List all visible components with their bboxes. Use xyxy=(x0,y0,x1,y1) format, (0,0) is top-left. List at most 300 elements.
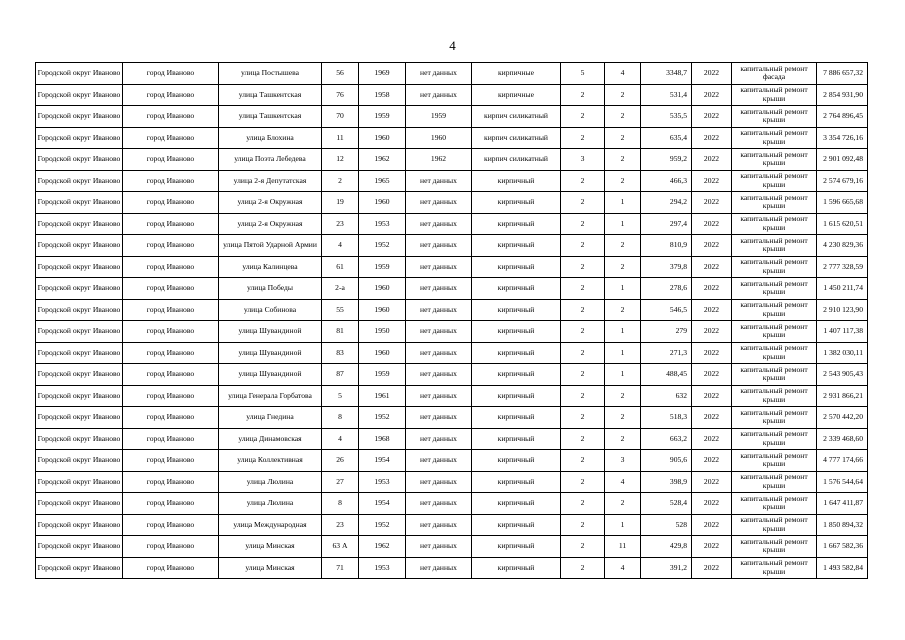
locality-cell: город Иваново xyxy=(123,342,219,364)
plan-year-cell: 2022 xyxy=(692,385,732,407)
area-cell: 3348,7 xyxy=(641,63,692,85)
municipality-cell: Городской округ Иваново xyxy=(36,557,123,579)
wall-material-cell: кирпичный xyxy=(472,192,561,214)
year-overhaul-cell: нет данных xyxy=(406,407,472,429)
municipality-cell: Городской округ Иваново xyxy=(36,170,123,192)
entrances-cell: 1 xyxy=(605,321,641,343)
municipality-cell: Городской округ Иваново xyxy=(36,235,123,257)
page-number: 4 xyxy=(449,38,456,53)
street-cell: улица Минская xyxy=(219,557,322,579)
area-cell: 398,9 xyxy=(641,471,692,493)
cost-cell: 2 570 442,20 xyxy=(817,407,868,429)
locality-cell: город Иваново xyxy=(123,256,219,278)
entrances-cell: 3 xyxy=(605,450,641,472)
cost-cell: 1 615 620,51 xyxy=(817,213,868,235)
cost-cell: 2 339 468,60 xyxy=(817,428,868,450)
street-cell: улица 2-я Окружная xyxy=(219,213,322,235)
floors-cell: 2 xyxy=(561,385,605,407)
house-number-cell: 4 xyxy=(322,428,359,450)
wall-material-cell: кирпичный xyxy=(472,364,561,386)
cost-cell: 2 854 931,90 xyxy=(817,84,868,106)
area-cell: 810,9 xyxy=(641,235,692,257)
wall-material-cell: кирпичный xyxy=(472,493,561,515)
locality-cell: город Иваново xyxy=(123,536,219,558)
area-cell: 279 xyxy=(641,321,692,343)
area-cell: 635,4 xyxy=(641,127,692,149)
wall-material-cell: кирпичный xyxy=(472,170,561,192)
street-cell: улица Ташкентская xyxy=(219,84,322,106)
floors-cell: 2 xyxy=(561,127,605,149)
year-overhaul-cell: нет данных xyxy=(406,536,472,558)
year-overhaul-cell: нет данных xyxy=(406,278,472,300)
table-row xyxy=(36,278,868,300)
cost-cell: 2 910 123,90 xyxy=(817,299,868,321)
wall-material-cell: кирпичный xyxy=(472,278,561,300)
municipality-cell: Городской округ Иваново xyxy=(36,256,123,278)
street-cell: улица Победы xyxy=(219,278,322,300)
year-built-cell: 1962 xyxy=(359,149,406,171)
house-number-cell: 26 xyxy=(322,450,359,472)
street-cell: улица Люлина xyxy=(219,471,322,493)
entrances-cell: 2 xyxy=(605,170,641,192)
house-number-cell: 2 xyxy=(322,170,359,192)
year-overhaul-cell: нет данных xyxy=(406,84,472,106)
area-cell: 531,4 xyxy=(641,84,692,106)
municipality-cell: Городской округ Иваново xyxy=(36,514,123,536)
plan-year-cell: 2022 xyxy=(692,127,732,149)
wall-material-cell: кирпич силикатный xyxy=(472,127,561,149)
house-number-cell: 87 xyxy=(322,364,359,386)
street-cell: улица Пятой Ударной Армии xyxy=(219,235,322,257)
area-cell: 297,4 xyxy=(641,213,692,235)
work-type-cell: капитальный ремонт крыши xyxy=(732,385,817,407)
house-number-cell: 4 xyxy=(322,235,359,257)
cost-cell: 1 493 582,84 xyxy=(817,557,868,579)
plan-year-cell: 2022 xyxy=(692,63,732,85)
work-type-cell: капитальный ремонт крыши xyxy=(732,213,817,235)
area-cell: 528,4 xyxy=(641,493,692,515)
entrances-cell: 2 xyxy=(605,235,641,257)
table-row xyxy=(36,514,868,536)
cost-cell: 1 576 544,64 xyxy=(817,471,868,493)
municipality-cell: Городской округ Иваново xyxy=(36,213,123,235)
year-overhaul-cell: нет данных xyxy=(406,63,472,85)
plan-year-cell: 2022 xyxy=(692,278,732,300)
plan-year-cell: 2022 xyxy=(692,471,732,493)
year-built-cell: 1952 xyxy=(359,514,406,536)
work-type-cell: капитальный ремонт крыши xyxy=(732,514,817,536)
work-type-cell: капитальный ремонт крыши xyxy=(732,299,817,321)
year-overhaul-cell: нет данных xyxy=(406,428,472,450)
table-row xyxy=(36,256,868,278)
locality-cell: город Иваново xyxy=(123,450,219,472)
entrances-cell: 2 xyxy=(605,256,641,278)
house-number-cell: 19 xyxy=(322,192,359,214)
year-built-cell: 1969 xyxy=(359,63,406,85)
street-cell: улица Поэта Лебедева xyxy=(219,149,322,171)
entrances-cell: 2 xyxy=(605,127,641,149)
cost-cell: 2 543 905,43 xyxy=(817,364,868,386)
plan-year-cell: 2022 xyxy=(692,299,732,321)
house-number-cell: 56 xyxy=(322,63,359,85)
municipality-cell: Городской округ Иваново xyxy=(36,342,123,364)
plan-year-cell: 2022 xyxy=(692,536,732,558)
cost-cell: 7 886 657,32 xyxy=(817,63,868,85)
entrances-cell: 2 xyxy=(605,493,641,515)
work-type-cell: капитальный ремонт крыши xyxy=(732,256,817,278)
year-built-cell: 1965 xyxy=(359,170,406,192)
floors-cell: 2 xyxy=(561,536,605,558)
year-overhaul-cell: нет данных xyxy=(406,213,472,235)
cost-cell: 4 777 174,66 xyxy=(817,450,868,472)
wall-material-cell: кирпичный xyxy=(472,407,561,429)
year-built-cell: 1959 xyxy=(359,106,406,128)
locality-cell: город Иваново xyxy=(123,149,219,171)
street-cell: улица Калинцева xyxy=(219,256,322,278)
area-cell: 271,3 xyxy=(641,342,692,364)
municipality-cell: Городской округ Иваново xyxy=(36,63,123,85)
house-number-cell: 2-а xyxy=(322,278,359,300)
wall-material-cell: кирпичный xyxy=(472,235,561,257)
plan-year-cell: 2022 xyxy=(692,84,732,106)
cost-cell: 1 667 582,36 xyxy=(817,536,868,558)
street-cell: улица Постышева xyxy=(219,63,322,85)
work-type-cell: капитальный ремонт крыши xyxy=(732,428,817,450)
year-built-cell: 1961 xyxy=(359,385,406,407)
house-number-cell: 11 xyxy=(322,127,359,149)
work-type-cell: капитальный ремонт крыши xyxy=(732,170,817,192)
table-row xyxy=(36,299,868,321)
work-type-cell: капитальный ремонт крыши xyxy=(732,471,817,493)
locality-cell: город Иваново xyxy=(123,235,219,257)
floors-cell: 2 xyxy=(561,235,605,257)
plan-year-cell: 2022 xyxy=(692,342,732,364)
floors-cell: 2 xyxy=(561,364,605,386)
table-row xyxy=(36,170,868,192)
locality-cell: город Иваново xyxy=(123,192,219,214)
area-cell: 546,5 xyxy=(641,299,692,321)
plan-year-cell: 2022 xyxy=(692,170,732,192)
work-type-cell: капитальный ремонт крыши xyxy=(732,364,817,386)
plan-year-cell: 2022 xyxy=(692,514,732,536)
wall-material-cell: кирпичный xyxy=(472,536,561,558)
year-built-cell: 1960 xyxy=(359,299,406,321)
floors-cell: 2 xyxy=(561,514,605,536)
work-type-cell: капитальный ремонт крыши xyxy=(732,235,817,257)
wall-material-cell: кирпичный xyxy=(472,299,561,321)
table-row xyxy=(36,235,868,257)
municipality-cell: Городской округ Иваново xyxy=(36,407,123,429)
year-built-cell: 1968 xyxy=(359,428,406,450)
house-number-cell: 5 xyxy=(322,385,359,407)
table-row xyxy=(36,127,868,149)
cost-cell: 3 354 726,16 xyxy=(817,127,868,149)
area-cell: 429,8 xyxy=(641,536,692,558)
street-cell: улица 2-я Депутатская xyxy=(219,170,322,192)
plan-year-cell: 2022 xyxy=(692,256,732,278)
floors-cell: 2 xyxy=(561,278,605,300)
work-type-cell: капитальный ремонт крыши xyxy=(732,84,817,106)
house-number-cell: 8 xyxy=(322,493,359,515)
floors-cell: 2 xyxy=(561,256,605,278)
municipality-cell: Городской округ Иваново xyxy=(36,192,123,214)
table-row xyxy=(36,63,868,85)
plan-year-cell: 2022 xyxy=(692,428,732,450)
plan-year-cell: 2022 xyxy=(692,407,732,429)
area-cell: 905,6 xyxy=(641,450,692,472)
cost-cell: 1 647 411,87 xyxy=(817,493,868,515)
table-row xyxy=(36,536,868,558)
street-cell: улица Блохина xyxy=(219,127,322,149)
floors-cell: 2 xyxy=(561,450,605,472)
cost-cell: 1 850 894,32 xyxy=(817,514,868,536)
municipality-cell: Городской округ Иваново xyxy=(36,450,123,472)
table-row xyxy=(36,321,868,343)
table-row xyxy=(36,385,868,407)
floors-cell: 2 xyxy=(561,106,605,128)
area-cell: 518,3 xyxy=(641,407,692,429)
locality-cell: город Иваново xyxy=(123,514,219,536)
cost-cell: 2 764 896,45 xyxy=(817,106,868,128)
table-body xyxy=(36,63,868,579)
floors-cell: 2 xyxy=(561,321,605,343)
house-number-cell: 71 xyxy=(322,557,359,579)
house-number-cell: 61 xyxy=(322,256,359,278)
street-cell: улица Шувандиной xyxy=(219,364,322,386)
floors-cell: 5 xyxy=(561,63,605,85)
house-number-cell: 27 xyxy=(322,471,359,493)
area-cell: 294,2 xyxy=(641,192,692,214)
entrances-cell: 2 xyxy=(605,84,641,106)
area-cell: 528 xyxy=(641,514,692,536)
floors-cell: 2 xyxy=(561,84,605,106)
year-built-cell: 1954 xyxy=(359,493,406,515)
year-overhaul-cell: нет данных xyxy=(406,450,472,472)
year-built-cell: 1958 xyxy=(359,84,406,106)
locality-cell: город Иваново xyxy=(123,364,219,386)
table-row xyxy=(36,428,868,450)
year-built-cell: 1952 xyxy=(359,235,406,257)
locality-cell: город Иваново xyxy=(123,278,219,300)
year-overhaul-cell: нет данных xyxy=(406,514,472,536)
entrances-cell: 1 xyxy=(605,278,641,300)
year-built-cell: 1953 xyxy=(359,471,406,493)
municipality-cell: Городской округ Иваново xyxy=(36,278,123,300)
year-built-cell: 1960 xyxy=(359,278,406,300)
area-cell: 488,45 xyxy=(641,364,692,386)
street-cell: улица Коллективная xyxy=(219,450,322,472)
entrances-cell: 2 xyxy=(605,149,641,171)
locality-cell: город Иваново xyxy=(123,428,219,450)
municipality-cell: Городской округ Иваново xyxy=(36,364,123,386)
entrances-cell: 1 xyxy=(605,342,641,364)
wall-material-cell: кирпич силикатный xyxy=(472,149,561,171)
locality-cell: город Иваново xyxy=(123,493,219,515)
wall-material-cell: кирпичный xyxy=(472,213,561,235)
area-cell: 632 xyxy=(641,385,692,407)
cost-cell: 2 777 328,59 xyxy=(817,256,868,278)
year-overhaul-cell: 1962 xyxy=(406,149,472,171)
table-row xyxy=(36,84,868,106)
year-overhaul-cell: нет данных xyxy=(406,170,472,192)
entrances-cell: 1 xyxy=(605,213,641,235)
year-built-cell: 1959 xyxy=(359,256,406,278)
year-overhaul-cell: нет данных xyxy=(406,493,472,515)
wall-material-cell: кирпичный xyxy=(472,428,561,450)
street-cell: улица Люлина xyxy=(219,493,322,515)
floors-cell: 2 xyxy=(561,493,605,515)
plan-year-cell: 2022 xyxy=(692,106,732,128)
locality-cell: город Иваново xyxy=(123,407,219,429)
year-built-cell: 1960 xyxy=(359,127,406,149)
entrances-cell: 2 xyxy=(605,407,641,429)
work-type-cell: капитальный ремонт крыши xyxy=(732,149,817,171)
entrances-cell: 11 xyxy=(605,536,641,558)
work-type-cell: капитальный ремонт крыши xyxy=(732,493,817,515)
entrances-cell: 2 xyxy=(605,428,641,450)
floors-cell: 2 xyxy=(561,557,605,579)
year-overhaul-cell: 1959 xyxy=(406,106,472,128)
entrances-cell: 4 xyxy=(605,471,641,493)
cost-cell: 1 596 665,68 xyxy=(817,192,868,214)
floors-cell: 2 xyxy=(561,471,605,493)
plan-year-cell: 2022 xyxy=(692,235,732,257)
wall-material-cell: кирпичные xyxy=(472,84,561,106)
locality-cell: город Иваново xyxy=(123,63,219,85)
year-overhaul-cell: нет данных xyxy=(406,471,472,493)
work-type-cell: капитальный ремонт крыши xyxy=(732,407,817,429)
house-number-cell: 83 xyxy=(322,342,359,364)
table-row xyxy=(36,342,868,364)
wall-material-cell: кирпичный xyxy=(472,471,561,493)
house-number-cell: 12 xyxy=(322,149,359,171)
year-built-cell: 1952 xyxy=(359,407,406,429)
work-type-cell: капитальный ремонт крыши xyxy=(732,321,817,343)
plan-year-cell: 2022 xyxy=(692,192,732,214)
year-overhaul-cell: нет данных xyxy=(406,256,472,278)
area-cell: 466,3 xyxy=(641,170,692,192)
street-cell: улица Ташкентская xyxy=(219,106,322,128)
floors-cell: 2 xyxy=(561,407,605,429)
floors-cell: 2 xyxy=(561,342,605,364)
plan-year-cell: 2022 xyxy=(692,450,732,472)
wall-material-cell: кирпичный xyxy=(472,321,561,343)
plan-year-cell: 2022 xyxy=(692,321,732,343)
year-overhaul-cell: нет данных xyxy=(406,385,472,407)
entrances-cell: 1 xyxy=(605,514,641,536)
table-row xyxy=(36,213,868,235)
house-number-cell: 23 xyxy=(322,213,359,235)
house-number-cell: 81 xyxy=(322,321,359,343)
street-cell: улица Гнедина xyxy=(219,407,322,429)
year-built-cell: 1960 xyxy=(359,192,406,214)
municipality-cell: Городской округ Иваново xyxy=(36,493,123,515)
entrances-cell: 2 xyxy=(605,385,641,407)
street-cell: улица Международная xyxy=(219,514,322,536)
year-built-cell: 1953 xyxy=(359,213,406,235)
year-built-cell: 1950 xyxy=(359,321,406,343)
work-type-cell: капитальный ремонт крыши xyxy=(732,106,817,128)
cost-cell: 1 407 117,38 xyxy=(817,321,868,343)
floors-cell: 2 xyxy=(561,213,605,235)
municipality-cell: Городской округ Иваново xyxy=(36,321,123,343)
work-type-cell: капитальный ремонт крыши xyxy=(732,127,817,149)
floors-cell: 2 xyxy=(561,170,605,192)
house-number-cell: 76 xyxy=(322,84,359,106)
wall-material-cell: кирпичный xyxy=(472,385,561,407)
street-cell: улица Собинова xyxy=(219,299,322,321)
year-built-cell: 1959 xyxy=(359,364,406,386)
floors-cell: 2 xyxy=(561,428,605,450)
table-row xyxy=(36,407,868,429)
street-cell: улица Шувандиной xyxy=(219,342,322,364)
table-row xyxy=(36,149,868,171)
wall-material-cell: кирпичный xyxy=(472,557,561,579)
wall-material-cell: кирпичный xyxy=(472,342,561,364)
work-type-cell: капитальный ремонт фасада xyxy=(732,63,817,85)
table-row xyxy=(36,493,868,515)
wall-material-cell: кирпич силикатный xyxy=(472,106,561,128)
street-cell: улица 2-я Окружная xyxy=(219,192,322,214)
entrances-cell: 1 xyxy=(605,192,641,214)
work-type-cell: капитальный ремонт крыши xyxy=(732,536,817,558)
locality-cell: город Иваново xyxy=(123,557,219,579)
area-cell: 379,8 xyxy=(641,256,692,278)
area-cell: 663,2 xyxy=(641,428,692,450)
municipality-cell: Городской округ Иваново xyxy=(36,471,123,493)
locality-cell: город Иваново xyxy=(123,170,219,192)
municipality-cell: Городской округ Иваново xyxy=(36,127,123,149)
work-type-cell: капитальный ремонт крыши xyxy=(732,192,817,214)
area-cell: 278,6 xyxy=(641,278,692,300)
year-overhaul-cell: нет данных xyxy=(406,364,472,386)
entrances-cell: 2 xyxy=(605,106,641,128)
year-overhaul-cell: нет данных xyxy=(406,235,472,257)
wall-material-cell: кирпичный xyxy=(472,514,561,536)
year-built-cell: 1960 xyxy=(359,342,406,364)
municipality-cell: Городской округ Иваново xyxy=(36,385,123,407)
cost-cell: 1 450 211,74 xyxy=(817,278,868,300)
year-overhaul-cell: нет данных xyxy=(406,299,472,321)
wall-material-cell: кирпичный xyxy=(472,256,561,278)
work-type-cell: капитальный ремонт крыши xyxy=(732,342,817,364)
house-number-cell: 70 xyxy=(322,106,359,128)
entrances-cell: 1 xyxy=(605,364,641,386)
locality-cell: город Иваново xyxy=(123,471,219,493)
municipality-cell: Городской округ Иваново xyxy=(36,149,123,171)
municipality-cell: Городской округ Иваново xyxy=(36,536,123,558)
table-row xyxy=(36,106,868,128)
floors-cell: 2 xyxy=(561,299,605,321)
table-row xyxy=(36,557,868,579)
work-type-cell: капитальный ремонт крыши xyxy=(732,557,817,579)
work-type-cell: капитальный ремонт крыши xyxy=(732,278,817,300)
area-cell: 959,2 xyxy=(641,149,692,171)
locality-cell: город Иваново xyxy=(123,106,219,128)
plan-year-cell: 2022 xyxy=(692,213,732,235)
area-cell: 535,5 xyxy=(641,106,692,128)
year-overhaul-cell: 1960 xyxy=(406,127,472,149)
year-overhaul-cell: нет данных xyxy=(406,321,472,343)
wall-material-cell: кирпичный xyxy=(472,450,561,472)
cost-cell: 2 574 679,16 xyxy=(817,170,868,192)
cost-cell: 1 382 030,11 xyxy=(817,342,868,364)
entrances-cell: 4 xyxy=(605,63,641,85)
year-overhaul-cell: нет данных xyxy=(406,342,472,364)
locality-cell: город Иваново xyxy=(123,321,219,343)
municipality-cell: Городской округ Иваново xyxy=(36,428,123,450)
municipality-cell: Городской округ Иваново xyxy=(36,84,123,106)
